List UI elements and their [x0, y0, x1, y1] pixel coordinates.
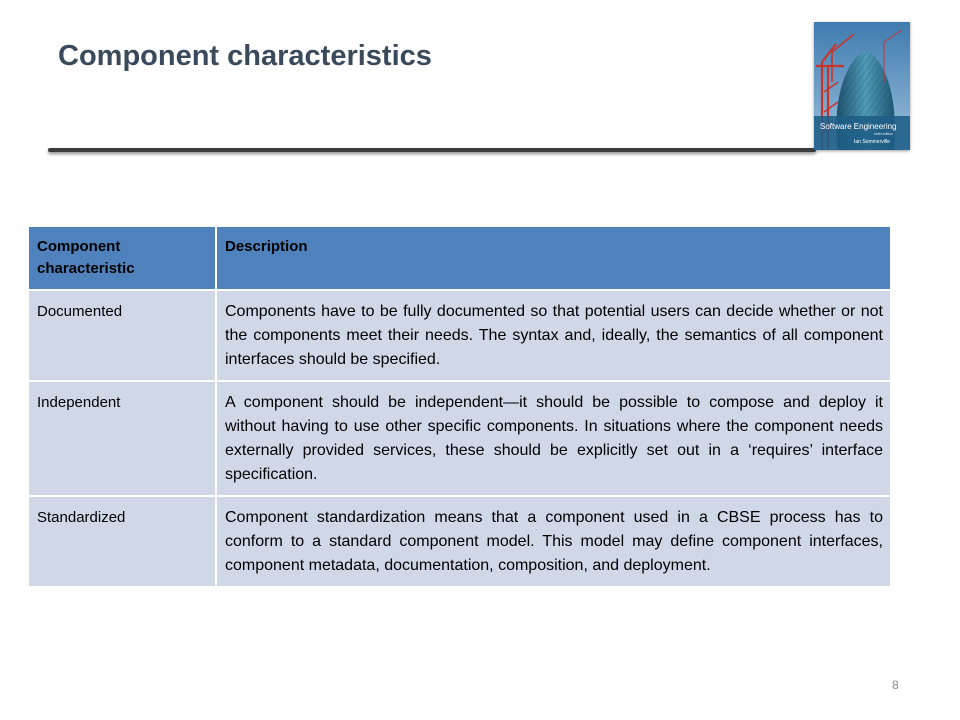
characteristic-name: Standardized: [28, 496, 216, 587]
book-cover-edition: ninth edition: [874, 132, 893, 136]
characteristic-name: Independent: [28, 381, 216, 496]
column-header-description: Description: [216, 226, 891, 290]
characteristic-description: A component should be independent—it should be possible to compose and deploy it without having to use other specific components. In situations where the component needs externally provided services, these should be explicitly set out in a ‘requires’ interface specification.: [216, 381, 891, 496]
table-row: [28, 290, 891, 381]
component-characteristics-table: [27, 225, 892, 588]
table-header-row: [28, 226, 891, 290]
book-cover-author: Ian Sommerville: [854, 139, 890, 145]
table-row: [28, 496, 891, 587]
characteristic-description: Component standardization means that a component used in a CBSE process has to conform to a standard component model. This model may define component interfaces, component metadata, documentation, composition, and deployment.: [216, 496, 891, 587]
book-cover-image: [814, 22, 910, 150]
characteristic-name: Documented: [28, 290, 216, 381]
book-cover-title: Software Engineering: [820, 122, 897, 131]
column-header-characteristic: Component characteristic: [28, 226, 216, 290]
page-number: 8: [892, 678, 899, 692]
table-row: [28, 381, 891, 496]
slide-title: Component characteristics: [58, 40, 432, 72]
characteristic-description: Components have to be fully documented so that potential users can decide whether or not the components meet their needs. The syntax and, ideally, the semantics of all component interfaces should be specified.: [216, 290, 891, 381]
title-divider: [48, 148, 816, 152]
